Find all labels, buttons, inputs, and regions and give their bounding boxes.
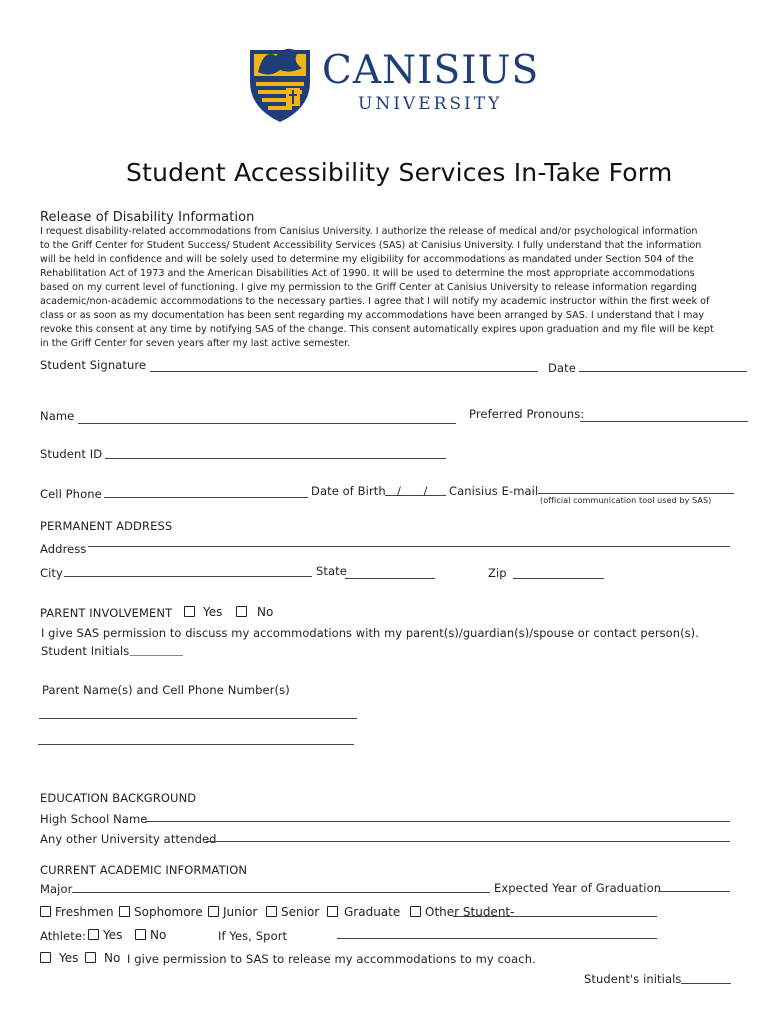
athlete-no-option[interactable]: [135, 928, 166, 942]
zip-label: Zip: [488, 566, 507, 580]
education-heading: EDUCATION BACKGROUND: [40, 791, 197, 805]
email-label: Canisius E-mail: [449, 484, 539, 498]
checkbox-icon[interactable]: [88, 929, 99, 940]
date-field[interactable]: [579, 371, 747, 372]
level-label: Other Student-: [425, 905, 515, 919]
student-id-field[interactable]: [105, 458, 446, 459]
parent-yes-option[interactable]: [184, 605, 222, 619]
level-label: Graduate: [344, 905, 401, 919]
release-line: in the Griff Center for seven years after my last active semester.: [40, 338, 351, 349]
zip-field[interactable]: [513, 578, 604, 579]
city-field[interactable]: [64, 576, 312, 577]
cell-phone-label: Cell Phone: [40, 487, 102, 501]
release-line: Rehabilitation Act of 1973 and the American Disabilities Act of 1990. It will be used to determine the most appropriate accommodations: [40, 268, 695, 279]
parent-names-label: Parent Name(s) and Cell Phone Number(s): [42, 683, 290, 697]
city-label: City: [40, 566, 63, 580]
dob-separators: / /: [397, 484, 428, 498]
release-line: revoke this consent at any time by notifying SAS of the change. This consent automatically expires upon graduation and my file will be kept: [40, 324, 714, 335]
level-junior-option[interactable]: [208, 905, 257, 919]
email-note: (official communication tool used by SAS): [540, 496, 712, 505]
state-label: State: [316, 564, 347, 578]
coach-no-option[interactable]: [85, 951, 120, 965]
major-label: Major: [40, 882, 73, 896]
checkbox-icon[interactable]: [119, 906, 130, 917]
release-line: will be held in confidence and will be solely used to determine my eligibility for accommodations as mandated under Section 504 of the: [40, 254, 694, 265]
griffin-shield-icon: [246, 42, 314, 124]
parent-initials-label: Student Initials: [41, 644, 130, 658]
academic-heading: CURRENT ACADEMIC INFORMATION: [40, 863, 248, 877]
parent-initials-field[interactable]: [130, 655, 183, 656]
signature-field[interactable]: [150, 371, 538, 372]
student-initials-label: Student's initials: [584, 972, 682, 986]
level-graduate-option[interactable]: [327, 905, 400, 919]
logo-wordmark: CANISIUS: [322, 48, 540, 93]
level-label: Senior: [281, 905, 320, 919]
sport-field[interactable]: [337, 938, 657, 939]
level-sophomore-option[interactable]: [119, 905, 203, 919]
student-initials-field[interactable]: [681, 983, 731, 984]
level-senior-option[interactable]: [266, 905, 319, 919]
checkbox-icon[interactable]: [327, 906, 338, 917]
other-student-field[interactable]: [453, 916, 657, 917]
university-logo: [246, 42, 546, 124]
other-university-label: Any other University attended: [40, 832, 217, 846]
coach-yes-option[interactable]: [40, 951, 78, 965]
parent-no-label: No: [257, 605, 274, 619]
checkbox-icon[interactable]: [184, 606, 195, 617]
coach-permission-text: I give permission to SAS to release my accommodations to my coach.: [127, 952, 536, 966]
release-line: based on my current level of functioning. I give my permission to the Griff Center at Canisius University to release information regarding: [40, 282, 698, 293]
page-title: Student Accessibility Services In-Take Form: [126, 158, 673, 187]
parent-name-field-2[interactable]: [38, 744, 354, 745]
grad-year-label: Expected Year of Graduation: [494, 881, 662, 895]
address-field[interactable]: [88, 546, 730, 547]
checkbox-icon[interactable]: [236, 606, 247, 617]
checkbox-icon[interactable]: [208, 906, 219, 917]
checkbox-icon[interactable]: [40, 952, 51, 963]
parent-no-option[interactable]: [236, 605, 273, 619]
athlete-label: Athlete:: [40, 929, 86, 943]
email-field[interactable]: [538, 493, 734, 494]
parent-name-field-1[interactable]: [39, 718, 357, 719]
pronouns-field[interactable]: [580, 421, 748, 422]
release-line: class or as soon as my documentation has been sent regarding my accommodations have been arranged by SAS. I understand that I may: [40, 310, 705, 321]
high-school-label: High School Name: [40, 812, 148, 826]
pronouns-label: Preferred Pronouns:: [469, 407, 585, 421]
logo-subtitle: UNIVERSITY: [358, 94, 503, 114]
high-school-field[interactable]: [145, 821, 730, 822]
parent-yes-label: Yes: [203, 605, 223, 619]
release-line: academic/non-academic accommodations to the necessary parties. I agree that I will notify my academic instructor within the first week of: [40, 296, 710, 307]
level-label: Junior: [223, 905, 258, 919]
coach-yes-label: Yes: [59, 951, 79, 965]
checkbox-icon[interactable]: [410, 906, 421, 917]
sport-label: If Yes, Sport: [218, 929, 288, 943]
release-line: to the Griff Center for Student Success/ Student Accessibility Services (SAS) at Canisius University. I fully understand that the information: [40, 240, 702, 251]
athlete-yes-option[interactable]: [88, 928, 122, 942]
permanent-address-heading: PERMANENT ADDRESS: [40, 519, 173, 533]
state-field[interactable]: [345, 578, 435, 579]
coach-no-label: No: [104, 951, 121, 965]
checkbox-icon[interactable]: [266, 906, 277, 917]
athlete-no-label: No: [150, 928, 167, 942]
release-paragraph: [40, 225, 745, 351]
parent-permission-text: I give SAS permission to discuss my accommodations with my parent(s)/guardian(s)/spouse or contact person(s).: [41, 626, 699, 640]
address-label: Address: [40, 542, 87, 556]
parent-involvement-heading: PARENT INVOLVEMENT: [40, 606, 173, 620]
name-label: Name: [40, 409, 75, 423]
cell-phone-field[interactable]: [104, 497, 308, 498]
release-heading: Release of Disability Information: [40, 210, 255, 225]
athlete-yes-label: Yes: [103, 928, 123, 942]
other-university-field[interactable]: [206, 841, 730, 842]
student-id-label: Student ID: [40, 447, 103, 461]
checkbox-icon[interactable]: [85, 952, 96, 963]
checkbox-icon[interactable]: [135, 929, 146, 940]
name-field[interactable]: [78, 423, 456, 424]
level-freshmen-option[interactable]: [40, 905, 114, 919]
release-line: I request disability-related accommodations from Canisius University. I authorize the release of medical and/or psychological information: [40, 226, 698, 237]
dob-label: Date of Birth: [311, 484, 386, 498]
signature-label: Student Signature: [40, 358, 147, 372]
grad-year-field[interactable]: [658, 891, 730, 892]
level-label: Sophomore: [134, 905, 203, 919]
checkbox-icon[interactable]: [40, 906, 51, 917]
date-label: Date: [548, 361, 576, 375]
major-field[interactable]: [72, 892, 490, 893]
level-label: Freshmen: [55, 905, 114, 919]
